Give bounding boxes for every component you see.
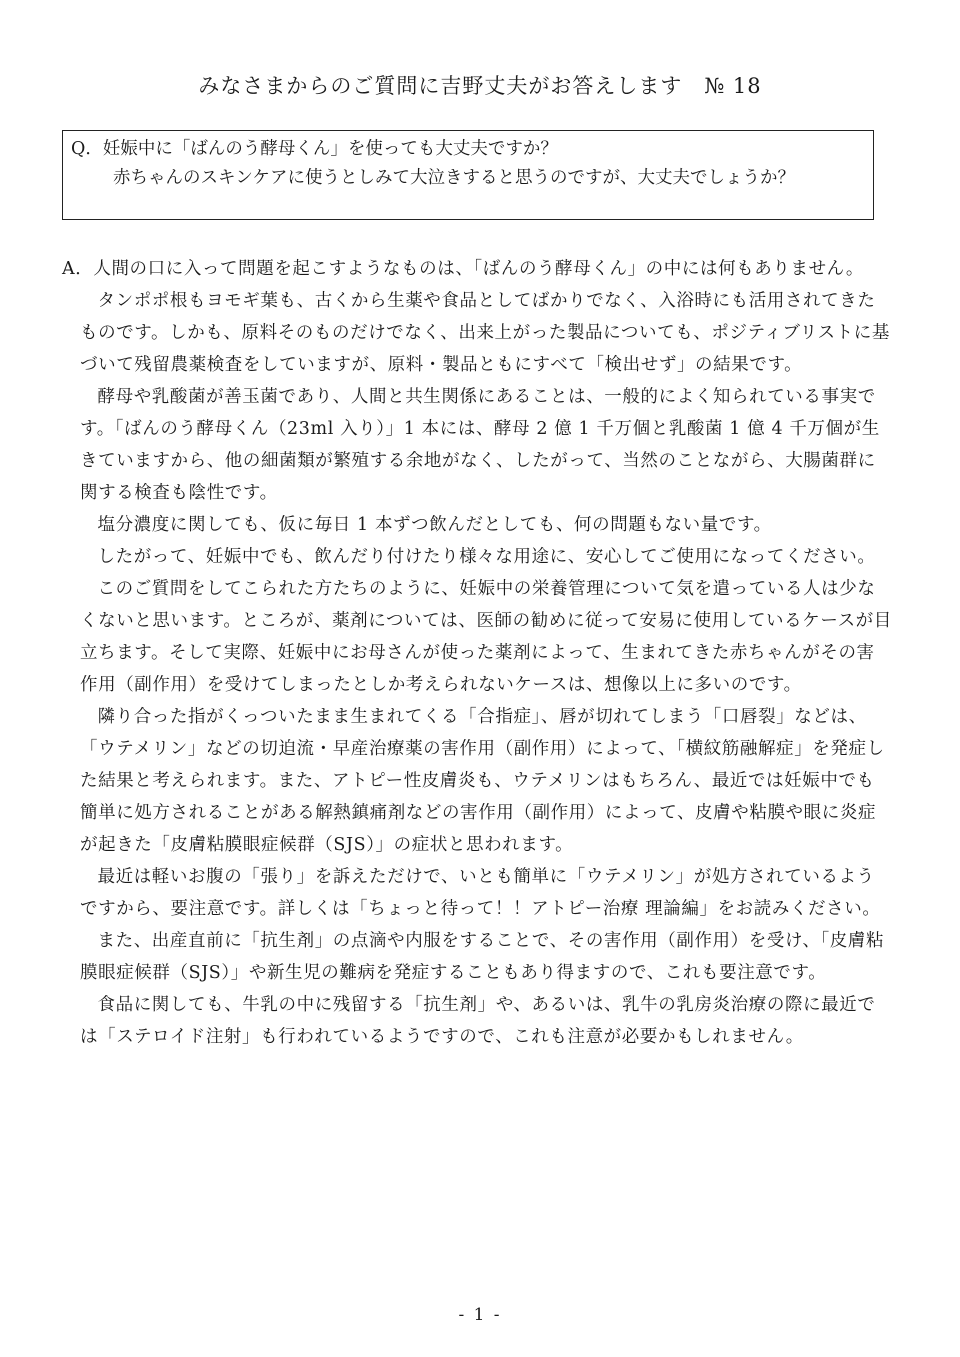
- answer-paragraph: 酵母や乳酸菌が善玉菌であり、人間と共生関係にあることは、一般的によく知られている事実です。「ばんのう酵母くん（23ml 入り）」1 本には、酵母 2 億 1 千万個と乳酸菌 1 億 4 千万個が生きていますから、他の細菌類が繁殖する余地がなく、したがって、当然のことながら、大腸菌群に関する検査も陰性です。: [80, 387, 880, 503]
- answer-paragraph: 最近は軽いお腹の「張り」を訴えただけで、いとも簡単に「ウテメリン」が処方されているようですから、要注意です。詳しくは「ちょっと待って！！アトピー治療 理論編」をお読みください。: [80, 867, 881, 919]
- answer-lead: A．人間の口に入って問題を起こすようなものは、「ばんのう酵母くん」の中には何もありません。: [62, 259, 864, 279]
- answer-paragraph: また、出産直前に「抗生剤」の点滴や内服をすることで、その害作用（副作用）を受け、「皮膚粘膜眼症候群（SJS）」や新生児の難病を発症することもあり得ますので、これも要注意です。: [80, 931, 885, 983]
- answer-paragraph: タンポポ根もヨモギ葉も、古くから生薬や食品としてばかりでなく、入浴時にも活用されてきたものです。しかも、原料そのものだけでなく、出来上がった製品についても、ポジティブリストに基づいて残留農薬検査をしていますが、原料・製品ともにすべて「検出せず」の結果です。: [80, 291, 890, 375]
- page-title: みなさまからのご質問に吉野丈夫がお答えします № 18: [198, 74, 762, 98]
- answer-paragraph: 隣り合った指がくっついたまま生まれてくる「合指症」、唇が切れてしまう「口唇裂」などは、「ウテメリン」などの切迫流・早産治療薬の害作用（副作用）によって、「横紋筋融解症」を発症した結果と考えられます。また、アトピー性皮膚炎も、ウテメリンはもちろん、最近では妊娠中でも簡単に処方されることがある解熱鎮痛剤などの害作用（副作用）によって、皮膚や粘膜や眼に炎症が起きた「皮膚粘膜眼症候群（SJS）」の症状と思われます。: [80, 707, 885, 855]
- question-line: 赤ちゃんのスキンケアに使うとしみて大泣きすると思うのですが、大丈夫でしょうか？: [113, 168, 795, 188]
- question-line: Q．妊娠中に「ばんのう酵母くん」を使っても大丈夫ですか？: [71, 139, 558, 159]
- answer-paragraph: このご質問をしてこられた方たちのように、妊娠中の栄養管理について気を遣っている人は少なくないと思います。ところが、薬剤については、医師の勧めに従って安易に使用しているケースが目立ちます。そして実際、妊娠中にお母さんが使った薬剤によって、生まれてきた赤ちゃんがその害作用（副作用）を受けてしまったとしか考えられないケースは、想像以上に多いのです。: [80, 579, 892, 695]
- answer-paragraph: 塩分濃度に関しても、仮に毎日 1 本ずつ飲んだとしても、何の問題もない量です。: [97, 515, 772, 535]
- answer-paragraph: したがって、妊娠中でも、飲んだり付けたり様々な用途に、安心してご使用になってください。: [97, 547, 876, 567]
- answer-body: [62, 253, 892, 1053]
- answer-paragraph: 食品に関しても、牛乳の中に残留する「抗生剤」や、あるいは、乳牛の乳房炎治療の際に最近では「ステロイド注射」も行われているようですので、これも注意が必要かもしれません。: [80, 995, 876, 1047]
- question-box: [62, 130, 874, 220]
- page-number: - 1 -: [458, 1305, 502, 1325]
